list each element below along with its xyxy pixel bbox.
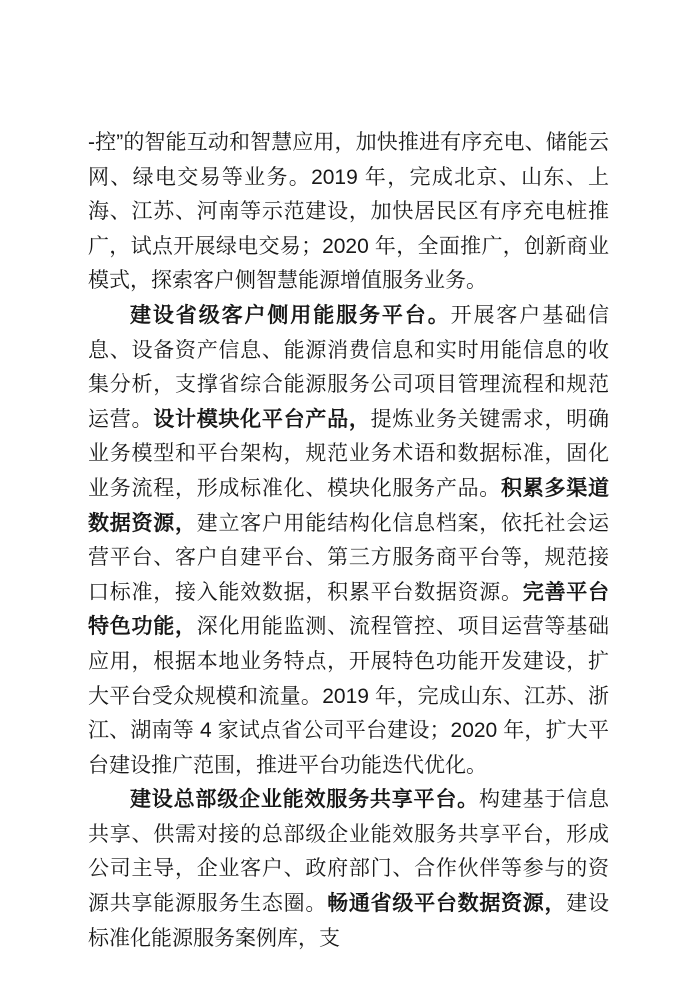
text-run: 提炼业务关键需求，明确业务模型和平台架构，规范业务术语和数据标准，固化业务流程，形成标准化、模块化服务产品。 xyxy=(88,407,609,500)
text-run: 构建基于信息共享、供需对接的总部级企业能效服务共享平台，形成公司主导，企业客户、政府部门、合作伙伴等参与的资源共享能源服务生态圈。 xyxy=(88,788,610,916)
bold-text-run: 建设总部级企业能效服务共享平台。 xyxy=(130,788,479,812)
document-text-block xyxy=(88,126,609,956)
text-run: 建立客户用能结构化信息档案，依托社会运营平台、客户自建平台、第三方服务商平台等，规范接口标准，接入能效数据，积累平台数据资源。 xyxy=(88,511,610,604)
bold-text-run: 完善平台特色功能， xyxy=(88,580,609,639)
bold-text-run: 设计模块化平台产品， xyxy=(153,407,371,431)
bold-text-run: 积累多渠道数据资源， xyxy=(88,476,610,535)
text-run: 建设标准化能源服务案例库，支 xyxy=(88,892,610,950)
bold-text-run: 畅通省级平台数据资源， xyxy=(327,892,567,916)
bold-text-run: 建设省级客户侧用能服务平台。 xyxy=(130,303,451,327)
text-run: 深化用能监测、流程管控、项目运营等基础应用，根据本地业务特点，开展特色功能开发建设，扩大平台受众规模和流量。2019 年，完成山东、江苏、浙江、湖南等 4 家试点省公司平台建设；2020 年，扩大平台建设推广范围，推进平台功能迭代优化。 xyxy=(88,615,610,777)
paragraph-continuation xyxy=(88,126,609,299)
paragraph-headquarters-platform xyxy=(88,783,609,956)
text-run: -控”的智能互动和智慧应用，加快推进有序充电、储能云网、绿电交易等业务。2019 年，完成北京、山东、上海、江苏、河南等示范建设，加快居民区有序充电桩推广，试点开展绿电交易；2020 年，全面推广，创新商业模式，探索客户侧智慧能源增值服务业务。 xyxy=(88,131,609,293)
paragraph-province-platform xyxy=(88,299,609,783)
text-run: 开展客户基础信息、设备资产信息、能源消费信息和实时用能信息的收集分析，支撑省综合能源服务公司项目管理流程和规范运营。 xyxy=(88,303,610,431)
